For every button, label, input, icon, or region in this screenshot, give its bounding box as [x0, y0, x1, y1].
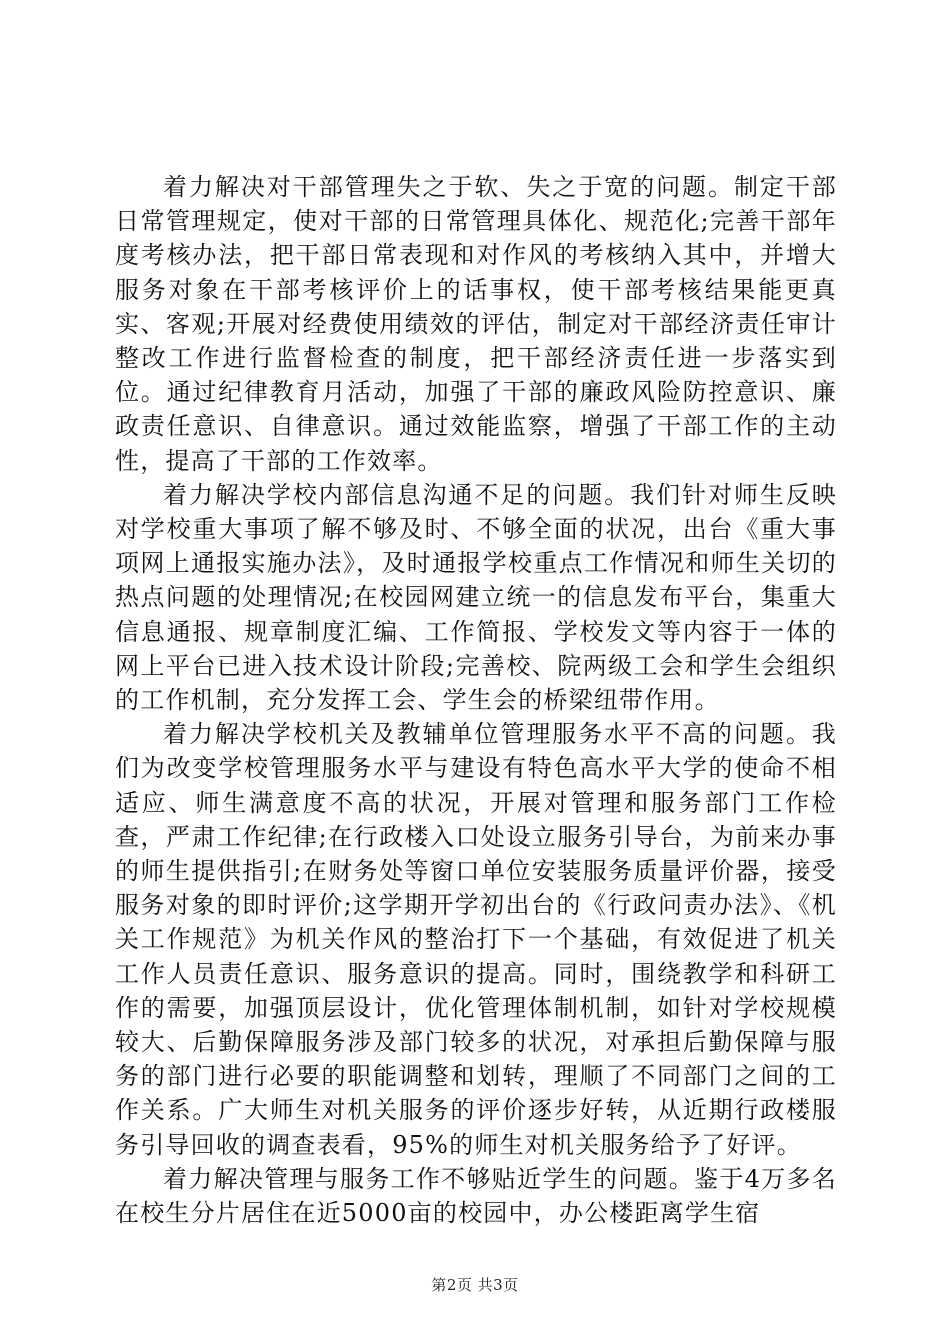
paragraph-cadre-management: 着力解决对干部管理失之于软、失之于宽的问题。制定干部日常管理规定，使对干部的日常管理具体化、规范化;完善干部年度考核办法，把干部日常表现和对作风的考核纳入其中，并增大服务对象在干部考核评价上的话事权，使干部考核结果能更真实、客观;开展对经费使用绩效的评估，制定对干部经济责任审计整改工作进行监督检查的制度，把干部经济责任进一步落实到位。通过纪律教育月活动，加强了干部的廉政风险防控意识、廉政责任意识、自律意识。通过效能监察，增强了干部工作的主动性，提高了干部的工作效率。	[115, 173, 837, 475]
page-number-footer: 第2页 共3页	[431, 1276, 519, 1294]
paragraph-student-service: 着力解决管理与服务工作不够贴近学生的问题。鉴于4万多名在校生分片居住在近5000亩的校园中，办公楼距离学生宿	[115, 1164, 837, 1228]
paragraph-information-communication: 着力解决学校内部信息沟通不足的问题。我们针对师生反映对学校重大事项了解不够及时、不够全面的状况，出台《重大事项网上通报实施办法》，及时通报学校重点工作情况和师生关切的热点问题的处理情况;在校园网建立统一的信息发布平台，集重大信息通报、规章制度汇编、工作简报、学校发文等内容于一体的网上平台已进入技术设计阶段;完善校、院两级工会和学生会组织的工作机制，充分发挥工会、学生会的桥梁纽带作用。	[115, 480, 837, 715]
document-body	[115, 170, 837, 1230]
paragraph-service-level: 着力解决学校机关及教辅单位管理服务水平不高的问题。我们为改变学校管理服务水平与建设有特色高水平大学的使命不相适应、师生满意度不高的状况，开展对管理和服务部门工作检查，严肃工作纪律;在行政楼入口处设立服务引导台，为前来办事的师生提供指引;在财务处等窗口单位安装服务质量评价器，接受服务对象的即时评价;这学期开学初出台的《行政问责办法》、《机关工作规范》为机关作风的整治打下一个基础，有效促进了机关工作人员责任意识、服务意识的提高。同时，围绕教学和科研工作的需要，加强顶层设计，优化管理体制机制，如针对学校规模较大、后勤保障服务涉及部门较多的状况，对承担后勤保障与服务的部门进行必要的职能调整和划转，理顺了不同部门之间的工作关系。广大师生对机关服务的评价逐步好转，从近期行政楼服务引导回收的调查表看，95%的师生对机关服务给予了好评。	[115, 720, 837, 1159]
